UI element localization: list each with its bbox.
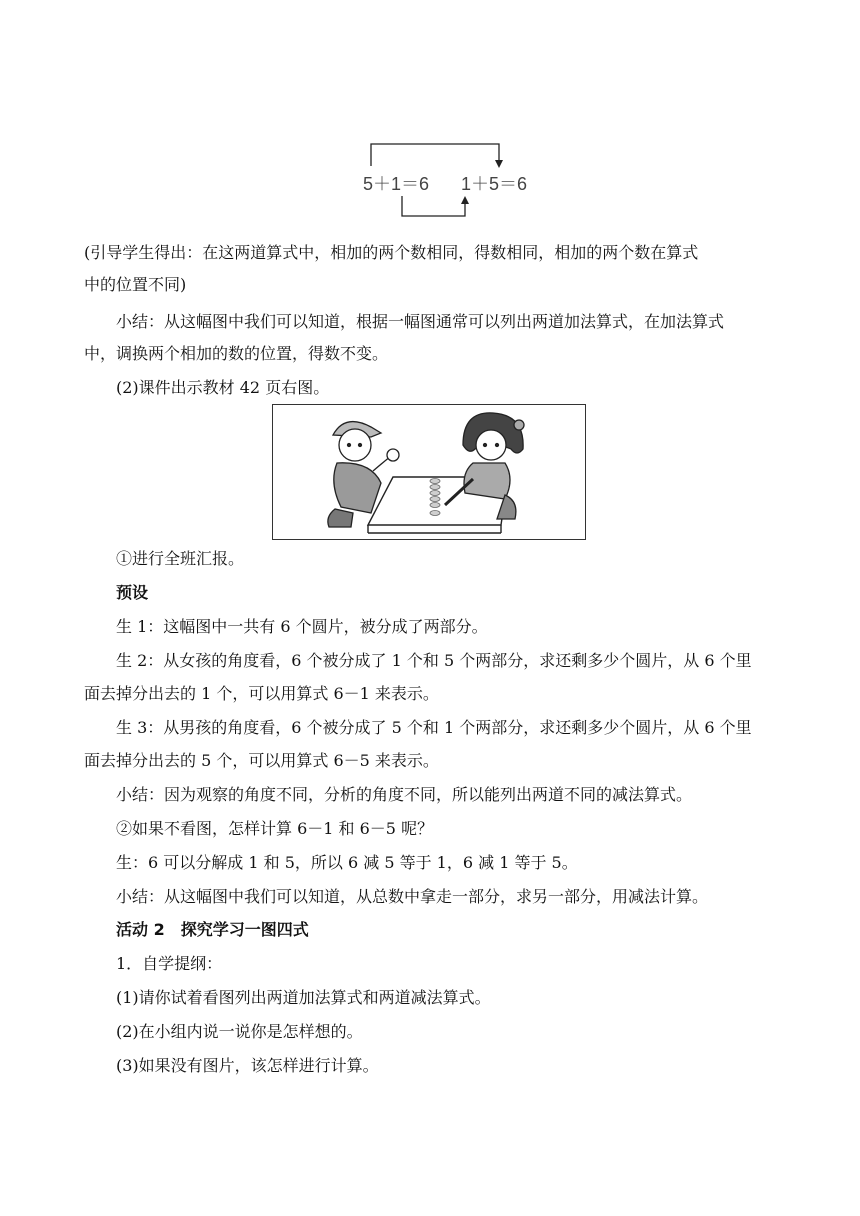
outline-item-2: (2)在小组内说一说你是怎样想的。 xyxy=(116,1022,363,1041)
report-text: ①进行全班汇报。 xyxy=(116,549,245,568)
student-2-line1: 生 2：从女孩的角度看，6 个被分成了 1 个和 5 个两部分，求还剩多少个圆片，从 6 个里 xyxy=(116,651,752,670)
summary-3-text: 小结：从这幅图中我们可以知道，从总数中拿走一部分，求另一部分，用减法计算。 xyxy=(116,887,709,906)
left-equation: 5＋1＝6 xyxy=(363,174,430,194)
equation-swap-diagram xyxy=(355,136,555,226)
right-equation: 1＋5＝6 xyxy=(461,174,528,194)
summary-1-line2: 中，调换两个相加的数的位置，得数不变。 xyxy=(84,344,389,363)
answer-text: 生：6 可以分解成 1 和 5，所以 6 减 5 等于 1，6 减 1 等于 5。 xyxy=(116,853,578,872)
outline-item-3: (3)如果没有图片，该怎样进行计算。 xyxy=(116,1056,379,1075)
bottom-arrow-head xyxy=(461,196,469,204)
textbook-illustration xyxy=(272,404,586,540)
student-2-line2: 面去掉分出去的 1 个，可以用算式 6－1 来表示。 xyxy=(84,684,439,703)
top-arrow-head xyxy=(495,160,503,168)
student-3-line2: 面去掉分出去的 5 个，可以用算式 6－5 来表示。 xyxy=(84,751,439,770)
activity-2-heading: 活动 2 探究学习一图四式 xyxy=(116,920,309,939)
outline-heading: 1．自学提纲： xyxy=(116,954,223,973)
student-1-text: 生 1：这幅图中一共有 6 个圆片，被分成了两部分。 xyxy=(116,617,488,636)
boy-and-girl-with-counters-icon xyxy=(273,405,585,539)
preset-heading: 预设 xyxy=(116,583,149,602)
bottom-arrow-line xyxy=(402,196,465,216)
summary-2-text: 小结：因为观察的角度不同，分析的角度不同，所以能列出两道不同的减法算式。 xyxy=(116,785,693,804)
paragraph-conclusion-line2: 中的位置不同) xyxy=(84,275,187,294)
item-2-text: (2)课件出示教材 42 页右图。 xyxy=(116,378,330,397)
student-3-line1: 生 3：从男孩的角度看，6 个被分成了 5 个和 1 个两部分，求还剩多少个圆片，从 6 个里 xyxy=(116,718,752,737)
summary-1-line1: 小结：从这幅图中我们可以知道，根据一幅图通常可以列出两道加法算式，在加法算式 xyxy=(116,312,725,331)
outline-item-1: (1)请你试着看图列出两道加法算式和两道减法算式。 xyxy=(116,988,491,1007)
question-2-text: ②如果不看图，怎样计算 6－1 和 6－5 呢？ xyxy=(116,819,434,838)
top-arrow-line xyxy=(371,144,499,166)
paragraph-conclusion-line1: (引导学生得出：在这两道算式中，相加的两个数相同，得数相同，相加的两个数在算式 xyxy=(84,243,699,262)
